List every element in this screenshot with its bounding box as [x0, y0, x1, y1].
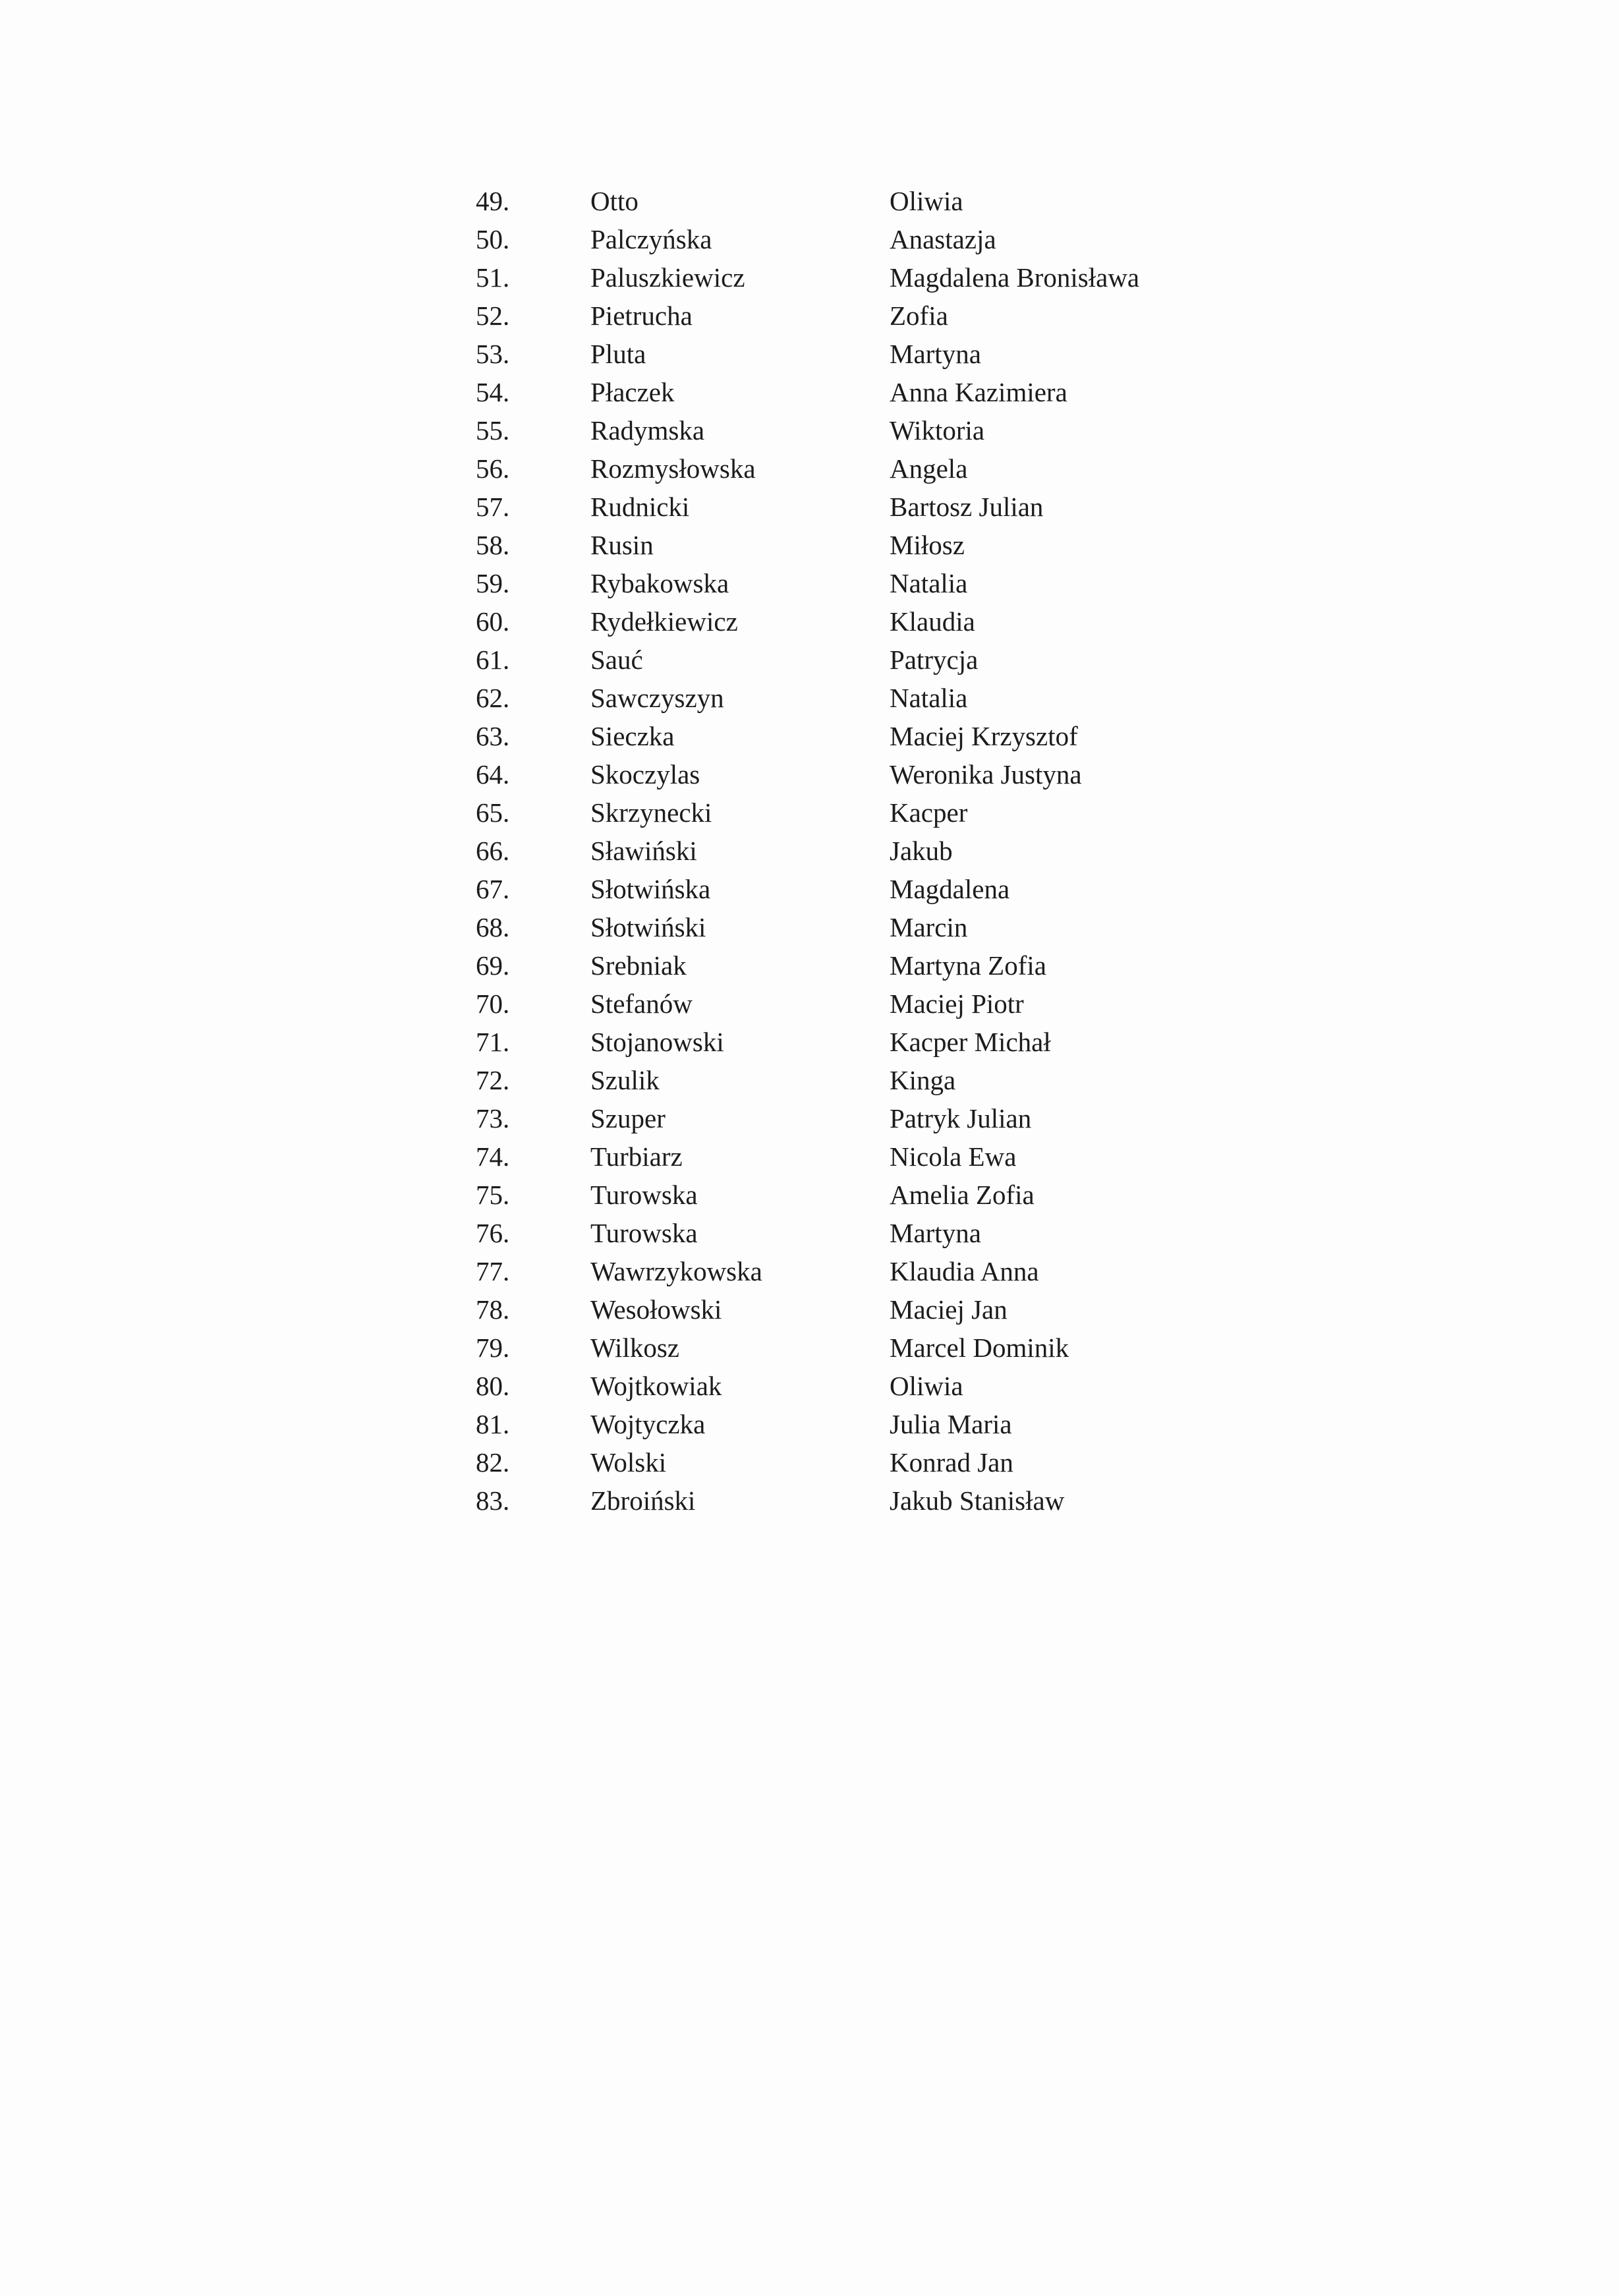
entry-surname: Otto — [590, 186, 639, 216]
list-item — [476, 870, 1398, 908]
entry-surname: Płaczek — [590, 377, 675, 407]
entry-surname: Srebniak — [590, 950, 687, 981]
entry-number: 70. — [476, 989, 510, 1019]
list-item — [476, 832, 1398, 870]
entry-given-names: Julia Maria — [890, 1409, 1012, 1439]
entry-number: 63. — [476, 721, 510, 751]
list-item — [476, 908, 1398, 946]
entry-given-names: Anna Kazimiera — [890, 377, 1067, 407]
list-item — [476, 755, 1398, 793]
entry-number: 66. — [476, 836, 510, 866]
list-item — [476, 1329, 1398, 1367]
list-item — [476, 1252, 1398, 1290]
entry-given-names: Magdalena Bronisława — [890, 262, 1140, 293]
list-item — [476, 220, 1398, 258]
entry-number: 50. — [476, 224, 510, 254]
entry-given-names: Miłosz — [890, 530, 965, 560]
list-item — [476, 1061, 1398, 1099]
entry-number: 77. — [476, 1256, 510, 1286]
entry-number: 55. — [476, 415, 510, 445]
entry-given-names: Marcel Dominik — [890, 1333, 1069, 1363]
entry-number: 58. — [476, 530, 510, 560]
entry-surname: Pietrucha — [590, 301, 693, 331]
entry-surname: Słotwiński — [590, 912, 706, 942]
entry-given-names: Oliwia — [890, 186, 963, 216]
list-item — [476, 1290, 1398, 1329]
entry-given-names: Patryk Julian — [890, 1103, 1032, 1134]
list-item — [476, 1443, 1398, 1481]
list-item — [476, 717, 1398, 755]
entry-number: 68. — [476, 912, 510, 942]
entry-given-names: Nicola Ewa — [890, 1141, 1017, 1172]
list-item — [476, 1023, 1398, 1061]
list-item — [476, 526, 1398, 564]
entry-given-names: Bartosz Julian — [890, 492, 1044, 522]
entry-surname: Stojanowski — [590, 1027, 724, 1057]
list-item — [476, 602, 1398, 641]
entry-given-names: Patrycja — [890, 645, 979, 675]
list-item — [476, 1099, 1398, 1137]
entry-number: 78. — [476, 1294, 510, 1325]
entry-surname: Turowska — [590, 1218, 698, 1248]
list-item — [476, 985, 1398, 1023]
entry-number: 64. — [476, 759, 510, 789]
list-item — [476, 411, 1398, 449]
entry-given-names: Magdalena — [890, 874, 1010, 904]
entry-number: 65. — [476, 797, 510, 828]
list-item — [476, 641, 1398, 679]
entry-surname: Wilkosz — [590, 1333, 679, 1363]
entry-number: 69. — [476, 950, 510, 981]
entry-given-names: Amelia Zofia — [890, 1180, 1035, 1210]
entry-surname: Palczyńska — [590, 224, 712, 254]
entry-given-names: Anastazja — [890, 224, 996, 254]
entry-surname: Wesołowski — [590, 1294, 722, 1325]
entry-given-names: Weronika Justyna — [890, 759, 1082, 789]
entry-number: 79. — [476, 1333, 510, 1363]
entry-surname: Sauć — [590, 645, 643, 675]
entry-given-names: Marcin — [890, 912, 968, 942]
entry-given-names: Angela — [890, 453, 968, 484]
list-item — [476, 297, 1398, 335]
entry-surname: Stefanów — [590, 989, 693, 1019]
entry-surname: Turowska — [590, 1180, 698, 1210]
entry-surname: Wawrzykowska — [590, 1256, 762, 1286]
entry-given-names: Natalia — [890, 683, 968, 713]
entry-given-names: Kacper Michał — [890, 1027, 1051, 1057]
list-item — [476, 1214, 1398, 1252]
list-item — [476, 182, 1398, 220]
entry-given-names: Martyna Zofia — [890, 950, 1046, 981]
entry-given-names: Klaudia Anna — [890, 1256, 1039, 1286]
entry-number: 71. — [476, 1027, 510, 1057]
entry-number: 54. — [476, 377, 510, 407]
entry-given-names: Maciej Krzysztof — [890, 721, 1078, 751]
entry-number: 82. — [476, 1447, 510, 1478]
entry-surname: Słotwińska — [590, 874, 711, 904]
list-item — [476, 335, 1398, 373]
entry-given-names: Jakub Stanisław — [890, 1485, 1065, 1516]
entry-number: 49. — [476, 186, 510, 216]
list-item — [476, 449, 1398, 488]
entry-number: 53. — [476, 339, 510, 369]
list-item — [476, 373, 1398, 411]
entry-given-names: Kinga — [890, 1065, 956, 1095]
entry-number: 56. — [476, 453, 510, 484]
entry-surname: Rusin — [590, 530, 654, 560]
entry-surname: Rybakowska — [590, 568, 729, 598]
entry-surname: Wolski — [590, 1447, 667, 1478]
entry-given-names: Wiktoria — [890, 415, 985, 445]
entry-number: 62. — [476, 683, 510, 713]
student-list — [476, 182, 1398, 1520]
entry-number: 67. — [476, 874, 510, 904]
entry-number: 75. — [476, 1180, 510, 1210]
entry-given-names: Jakub — [890, 836, 953, 866]
entry-number: 74. — [476, 1141, 510, 1172]
entry-given-names: Maciej Jan — [890, 1294, 1008, 1325]
entry-number: 60. — [476, 606, 510, 637]
entry-given-names: Martyna — [890, 1218, 981, 1248]
entry-surname: Szuper — [590, 1103, 666, 1134]
entry-surname: Sieczka — [590, 721, 675, 751]
entry-surname: Zbroiński — [590, 1485, 696, 1516]
entry-surname: Radymska — [590, 415, 705, 445]
entry-number: 80. — [476, 1371, 510, 1401]
entry-surname: Szulik — [590, 1065, 660, 1095]
entry-number: 72. — [476, 1065, 510, 1095]
list-item — [476, 1481, 1398, 1520]
entry-given-names: Oliwia — [890, 1371, 963, 1401]
entry-number: 57. — [476, 492, 510, 522]
entry-surname: Pluta — [590, 339, 646, 369]
entry-number: 59. — [476, 568, 510, 598]
entry-given-names: Kacper — [890, 797, 968, 828]
entry-number: 83. — [476, 1485, 510, 1516]
entry-given-names: Natalia — [890, 568, 968, 598]
entry-surname: Paluszkiewicz — [590, 262, 745, 293]
entry-given-names: Konrad Jan — [890, 1447, 1013, 1478]
entry-given-names: Klaudia — [890, 606, 975, 637]
entry-surname: Turbiarz — [590, 1141, 683, 1172]
entry-surname: Wojtkowiak — [590, 1371, 722, 1401]
entry-surname: Rozmysłowska — [590, 453, 756, 484]
list-item — [476, 1176, 1398, 1214]
list-item — [476, 679, 1398, 717]
entry-number: 76. — [476, 1218, 510, 1248]
entry-number: 52. — [476, 301, 510, 331]
list-item — [476, 564, 1398, 602]
entry-surname: Rudnicki — [590, 492, 690, 522]
entry-number: 61. — [476, 645, 510, 675]
entry-given-names: Maciej Piotr — [890, 989, 1024, 1019]
entry-surname: Wojtyczka — [590, 1409, 706, 1439]
list-item — [476, 1137, 1398, 1176]
entry-surname: Sawczyszyn — [590, 683, 724, 713]
entry-number: 73. — [476, 1103, 510, 1134]
entry-surname: Rydełkiewicz — [590, 606, 738, 637]
entry-given-names: Martyna — [890, 339, 981, 369]
entry-number: 81. — [476, 1409, 510, 1439]
list-item — [476, 946, 1398, 985]
list-item — [476, 488, 1398, 526]
list-item — [476, 1405, 1398, 1443]
entry-surname: Skoczylas — [590, 759, 700, 789]
entry-given-names: Zofia — [890, 301, 948, 331]
list-item — [476, 793, 1398, 832]
entry-surname: Sławiński — [590, 836, 697, 866]
list-item — [476, 1367, 1398, 1405]
entry-number: 51. — [476, 262, 510, 293]
entry-surname: Skrzynecki — [590, 797, 712, 828]
list-item — [476, 258, 1398, 297]
